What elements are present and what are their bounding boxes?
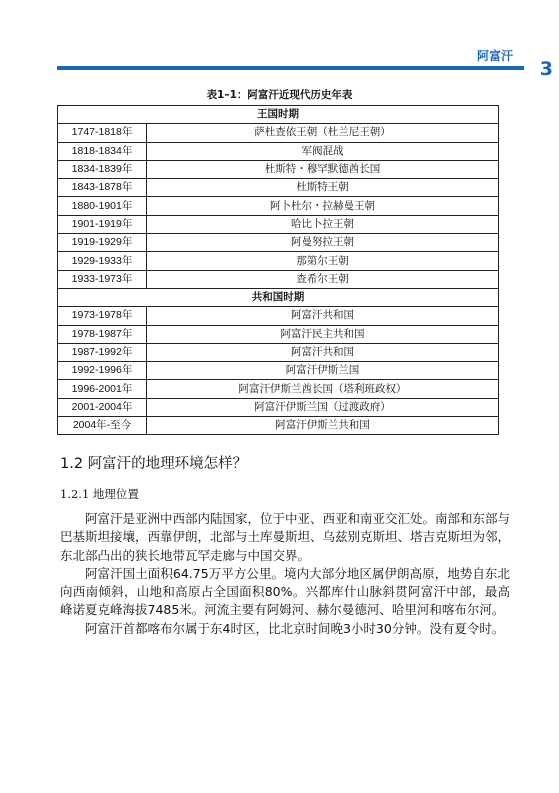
regime-cell: 阿富汗伊斯兰酋长国（塔利班政权） — [147, 380, 499, 398]
regime-cell: 杜斯特・穆罕默德酋长国 — [147, 160, 499, 178]
table-row — [58, 197, 499, 215]
period-title: 王国时期 — [58, 106, 499, 124]
period-title: 共和国时期 — [58, 288, 499, 306]
year-cell: 1992-1996年 — [58, 362, 147, 380]
year-cell: 1929-1933年 — [58, 252, 147, 270]
table-row — [58, 362, 499, 380]
section-heading: 1.2 阿富汗的地理环境怎样？ — [60, 456, 248, 472]
regime-cell: 阿富汗伊斯兰国 — [147, 362, 499, 380]
regime-cell: 杜斯特王朝 — [147, 179, 499, 197]
table-row — [58, 343, 499, 361]
regime-cell: 阿富汗民主共和国 — [147, 325, 499, 343]
year-cell: 1901-1919年 — [58, 215, 147, 233]
year-cell: 1933-1973年 — [58, 270, 147, 288]
body-text — [60, 510, 510, 638]
table-row — [58, 142, 499, 160]
regime-cell: 阿富汗伊斯兰国（过渡政府） — [147, 398, 499, 416]
year-cell: 1747-1818年 — [58, 124, 147, 142]
period-row — [58, 106, 499, 124]
table-row — [58, 234, 499, 252]
table-row — [58, 325, 499, 343]
regime-cell: 阿富汗共和国 — [147, 307, 499, 325]
year-cell: 1843-1878年 — [58, 179, 147, 197]
regime-cell: 阿卜杜尔・拉赫曼王朝 — [147, 197, 499, 215]
subsection-heading: 1.2.1 地理位置 — [60, 487, 139, 501]
paragraph: 阿富汗是亚洲中西部内陆国家，位于中亚、西亚和南亚交汇处。南部和东部与巴基斯坦接壤，西靠伊朗，北部与土库曼斯坦、乌兹别克斯坦、塔吉克斯坦为邻，东北部凸出的狭长地带瓦罕走廊与中国交界。 — [60, 511, 511, 563]
year-cell: 1880-1901年 — [58, 197, 147, 215]
year-cell: 1818-1834年 — [58, 142, 147, 160]
year-cell: 1987-1992年 — [58, 343, 147, 361]
paragraph: 阿富汗国土面积64.75万平方公里。境内大部分地区属伊朗高原，地势自东北向西南倾斜，山地和高原占全国面积80%。兴都库什山脉斜贯阿富汗中部，最高峰诺夏克峰海拔7485米。河流主要有阿姆河、赫尔曼德河、哈里河和喀布尔河。 — [60, 565, 510, 618]
year-cell: 1973-1978年 — [58, 307, 147, 325]
regime-cell: 阿富汗伊斯兰共和国 — [147, 417, 499, 435]
year-cell: 1996-2001年 — [58, 380, 147, 398]
regime-cell: 哈比卜拉王朝 — [147, 215, 499, 233]
table-row — [58, 398, 499, 416]
table-row — [58, 160, 499, 178]
regime-cell: 军阀混战 — [147, 142, 499, 160]
regime-cell: 萨杜查依王朝（杜兰尼王朝） — [147, 124, 499, 142]
table-row — [58, 270, 499, 288]
table-row — [58, 252, 499, 270]
period-row — [58, 288, 499, 306]
table-row — [58, 124, 499, 142]
table-row — [58, 417, 499, 435]
regime-cell: 阿曼努拉王朝 — [147, 234, 499, 252]
table-row — [58, 307, 499, 325]
history-table — [57, 105, 499, 435]
table-caption: 表1–1：阿富汗近现代历史年表 — [206, 89, 353, 101]
header-rule — [57, 66, 524, 70]
year-cell: 1834-1839年 — [58, 160, 147, 178]
table-row — [58, 215, 499, 233]
year-cell: 2001-2004年 — [58, 398, 147, 416]
year-cell: 2004年-至今 — [58, 417, 147, 435]
history-table-body — [58, 106, 499, 435]
header-label: 阿富汗 — [476, 49, 513, 63]
year-cell: 1919-1929年 — [58, 234, 147, 252]
table-row — [58, 380, 499, 398]
paragraph: 阿富汗首都喀布尔属于东4时区，比北京时间晚3小时30分钟。没有夏令时。 — [85, 620, 505, 636]
table-row — [58, 179, 499, 197]
regime-cell: 那第尔王朝 — [147, 252, 499, 270]
regime-cell: 查希尔王朝 — [147, 270, 499, 288]
year-cell: 1978-1987年 — [58, 325, 147, 343]
regime-cell: 阿富汗共和国 — [147, 343, 499, 361]
page-number: 3 — [539, 58, 553, 80]
